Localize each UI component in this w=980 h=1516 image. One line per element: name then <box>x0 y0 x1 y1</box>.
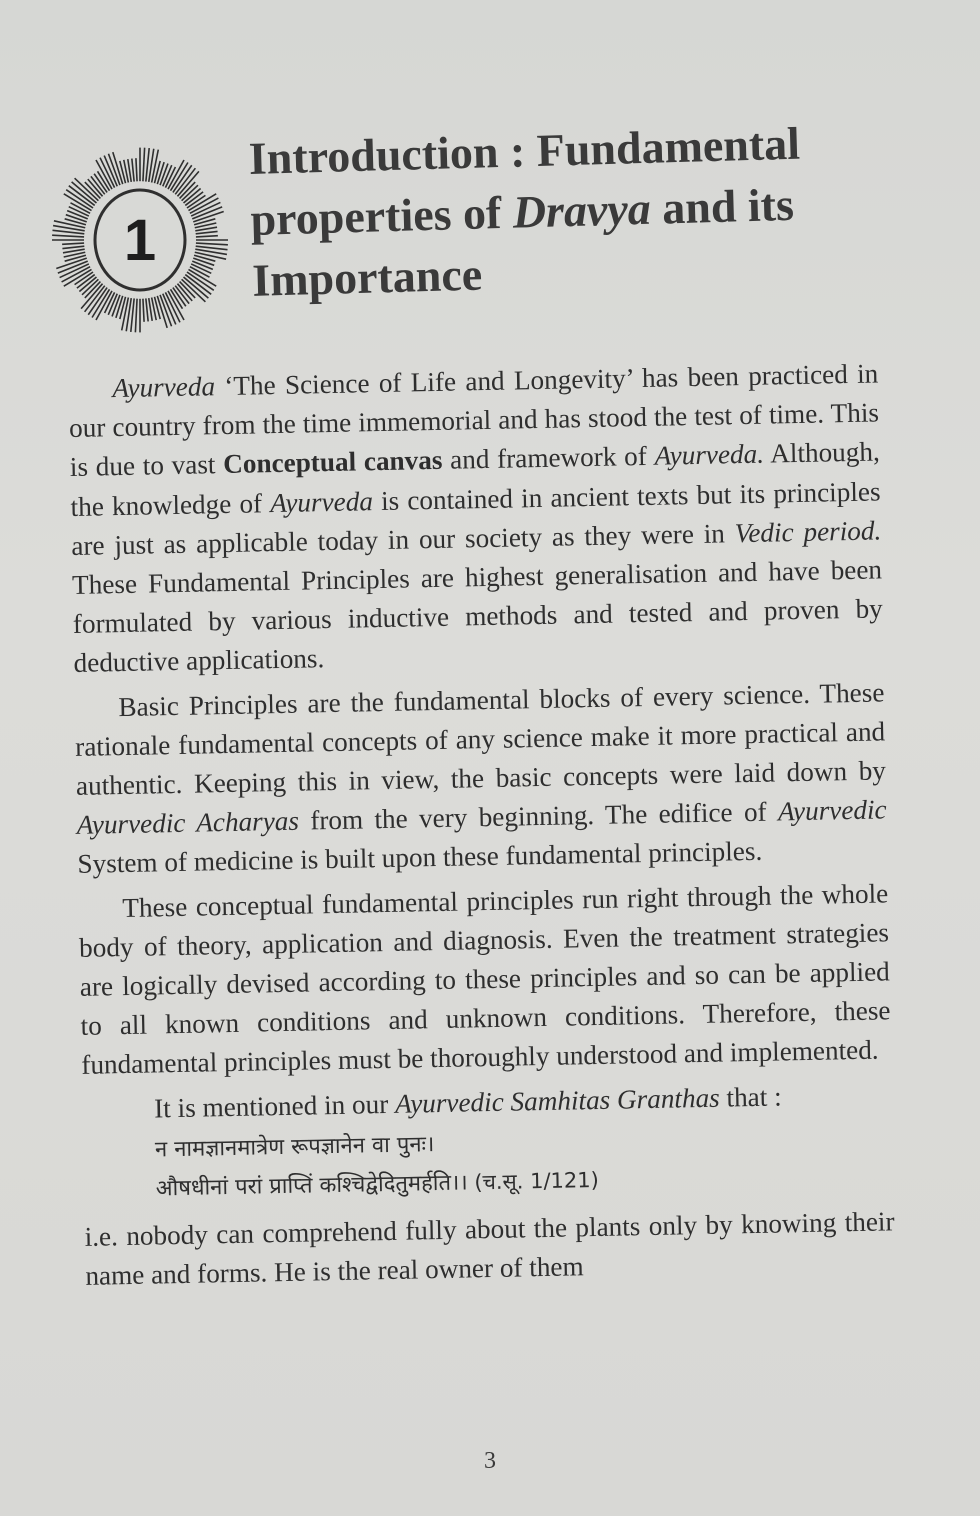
p1-span: Ayurveda <box>269 485 374 518</box>
p1-span: and framework of <box>442 441 655 476</box>
sunburst-ornament-icon <box>50 142 230 338</box>
p1-span: Although, the knowledge of <box>70 436 881 522</box>
chapter-title <box>248 110 893 311</box>
sunburst-ray <box>196 243 228 245</box>
p1-span: Vedic period. <box>734 515 882 549</box>
p2-span: Ayurvedic Acharyas <box>76 805 300 841</box>
sunburst-ray <box>52 235 84 237</box>
p1-bold-term: Conceptual canvas <box>222 445 443 480</box>
chapter-title-part2: and its Importance <box>251 178 795 306</box>
paragraph-5: i.e. nobody can comprehend fully about the plants only by knowing their name and forms. He is the real owner of them <box>84 1206 895 1291</box>
chapter-number: 1 <box>123 208 157 273</box>
sunburst-ray <box>135 299 137 333</box>
p2-span: Ayurvedic <box>777 794 887 827</box>
sunburst-ray <box>132 159 134 182</box>
sunburst-ray <box>131 298 134 331</box>
sunburst-ray <box>168 160 184 189</box>
chapter-title-part1: Introduction : Fundamental properties of <box>248 117 801 245</box>
page-number: 3 <box>484 1448 496 1474</box>
sunburst-ray <box>146 148 149 181</box>
verse-line-1: न नामज्ञानमात्रेण रूपज्ञानेन वा पुनः। <box>154 1131 435 1163</box>
sunburst-ray <box>62 246 84 248</box>
paragraph-2 <box>74 673 888 885</box>
sunburst-ray <box>136 158 137 181</box>
chapter-title-italic: Dravya <box>512 182 652 238</box>
paragraph-3: These conceptual fundamental principles run right through the whole body of theory, application and diagnosis. Even the treatment strategies are logically devised according to these principles and so can be applied to all known conditions and unknown conditions. Therefore, these fundamental principles must be thoroughly understood and implemented. <box>78 877 891 1081</box>
chapter-badge <box>50 142 230 338</box>
sunburst-ray <box>188 269 216 286</box>
p1-span: Ayurveda. <box>654 439 765 472</box>
paragraph-1 <box>68 354 884 683</box>
sunburst-ray <box>96 291 112 320</box>
p2-span: Basic Principles are the fundamental blocks of every science. These rationale fundamental concepts of any science make it more practical and authentic. Keeping this in view, the basic concepts were laid down by <box>74 677 887 801</box>
p1-span: ‘The Science of Life and Longevity’ has been practiced in our country from the time immemorial and has stood the test of time. This is due to vast <box>68 358 880 483</box>
sunburst-ray <box>143 299 144 322</box>
sunburst-ray <box>146 298 148 321</box>
p2-span: System of medicine is built upon these fundamental principles. <box>77 836 763 880</box>
sunburst-ray <box>196 246 228 250</box>
sunburst-ray <box>196 236 218 237</box>
sunburst-ray <box>64 194 92 211</box>
sanskrit-verse <box>83 1116 894 1210</box>
body-text <box>68 354 896 1301</box>
p1-span: Ayurveda <box>112 371 216 404</box>
p1-span: is contained in ancient texts but its principles are just as applicable today in our society as they were in <box>71 476 881 561</box>
sunburst-ray <box>143 148 145 182</box>
p4-span: that : <box>719 1081 782 1113</box>
verse-line-2-text: औषधीनां परां प्राप्तिं कश्चिद्वेदितुमर्हति।। <box>155 1170 468 1202</box>
p1-span: These Fundamental Principles are highest generalisation and have been formulated by various inductive methods and tested and proven by deductive applications. <box>71 554 884 679</box>
p4-span: Ayurvedic Samhitas Granthas <box>394 1082 720 1119</box>
sunburst-ray <box>62 243 84 244</box>
sunburst-ray <box>196 231 218 233</box>
p2-span: from the very beginning. The edifice of <box>298 796 779 836</box>
sunburst-ray <box>52 230 84 234</box>
verse-reference: (च.सू. 1/121) <box>467 1167 600 1195</box>
p4-span: It is mentioned in our <box>153 1088 396 1124</box>
